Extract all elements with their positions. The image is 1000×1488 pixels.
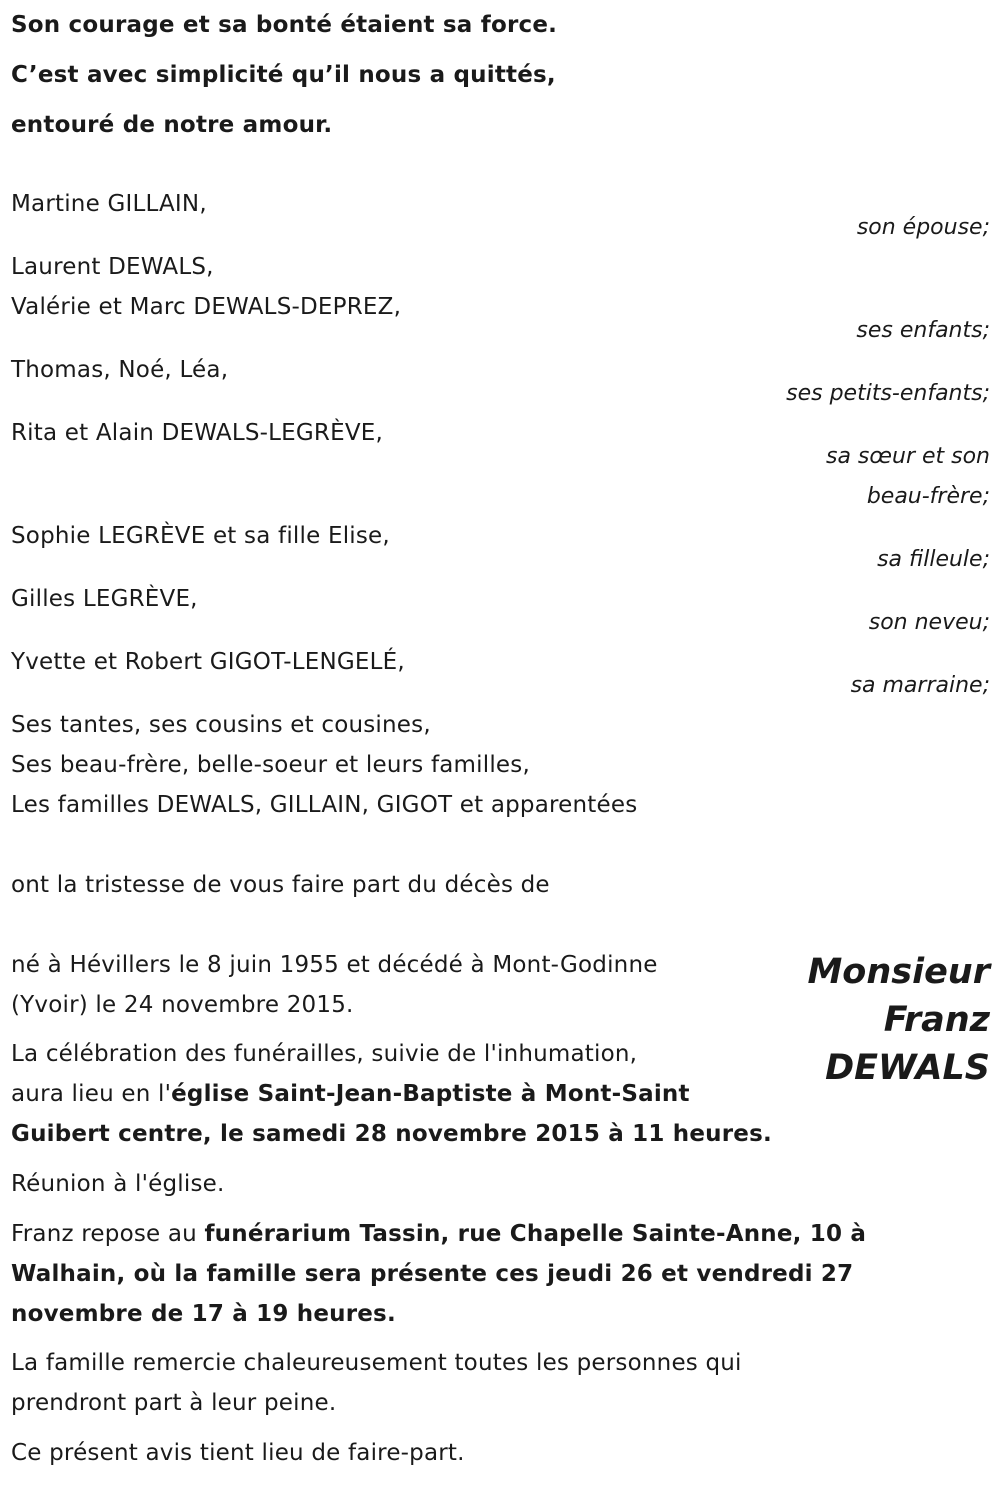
extended-family-line-3: Les familles DEWALS, GILLAIN, GIGOT et apparentées xyxy=(11,792,638,818)
family-role-grandchildren: ses petits-enfants; xyxy=(786,381,990,406)
announcement: ont la tristesse de vous faire part du décès de xyxy=(11,872,550,898)
deceased-first-name: Franz xyxy=(883,1000,990,1040)
family-name-grandchildren: Thomas, Noé, Léa, xyxy=(11,357,229,383)
deceased-title: Monsieur xyxy=(807,952,990,992)
funeral-line-2-prefix: aura lieu en l' xyxy=(11,1081,172,1107)
family-name-sophie: Sophie LEGRÈVE et sa fille Elise, xyxy=(11,523,390,549)
funerarium-line-1 xyxy=(11,1219,866,1249)
funerarium-line-2: Walhain, où la famille sera présente ces jeudi 26 et vendredi 27 xyxy=(11,1261,854,1287)
epitaph-line-3: entouré de notre amour. xyxy=(11,112,333,138)
family-name-rita-alain: Rita et Alain DEWALS-LEGRÈVE, xyxy=(11,420,384,446)
family-name-laurent: Laurent DEWALS, xyxy=(11,254,214,280)
epitaph-line-1: Son courage et sa bonté étaient sa force. xyxy=(11,12,558,38)
epitaph-line-2: C’est avec simplicité qu’il nous a quittés, xyxy=(11,62,556,88)
funeral-line-2 xyxy=(11,1079,690,1109)
funeral-church: église Saint-Jean-Baptiste à Mont-Saint xyxy=(171,1081,690,1107)
family-role-godmother: sa marraine; xyxy=(850,673,990,698)
funeral-line-3: Guibert centre, le samedi 28 novembre 2015 à 11 heures. xyxy=(11,1121,772,1147)
birth-death-line-1: né à Hévillers le 8 juin 1955 et décédé à Mont-Godinne xyxy=(11,952,658,978)
family-role-children: ses enfants; xyxy=(856,318,990,343)
funerarium-address: funérarium Tassin, rue Chapelle Sainte-Anne, 10 à xyxy=(204,1221,867,1247)
family-role-nephew: son neveu; xyxy=(868,610,990,635)
birth-death-line-2: (Yvoir) le 24 novembre 2015. xyxy=(11,992,354,1018)
family-role-sister-line-2: beau-frère; xyxy=(866,484,990,509)
family-role-goddaughter: sa filleule; xyxy=(877,547,990,572)
deceased-last-name: DEWALS xyxy=(825,1048,990,1088)
thanks-line-2: prendront part à leur peine. xyxy=(11,1390,337,1416)
family-name-martine: Martine GILLAIN, xyxy=(11,191,207,217)
thanks-line-1: La famille remercie chaleureusement toutes les personnes qui xyxy=(11,1350,742,1376)
family-name-gilles: Gilles LEGRÈVE, xyxy=(11,586,198,612)
family-role-spouse: son épouse; xyxy=(856,215,990,240)
notice-line: Ce présent avis tient lieu de faire-part. xyxy=(11,1440,465,1466)
extended-family-line-2: Ses beau-frère, belle-soeur et leurs familles, xyxy=(11,752,530,778)
family-role-sister-line-1: sa sœur et son xyxy=(825,444,990,469)
family-name-yvette-robert: Yvette et Robert GIGOT-LENGELÉ, xyxy=(11,649,405,675)
funerarium-line-1-prefix: Franz repose au xyxy=(11,1221,205,1247)
extended-family-line-1: Ses tantes, ses cousins et cousines, xyxy=(11,712,431,738)
family-name-valerie-marc: Valérie et Marc DEWALS-DEPREZ, xyxy=(11,294,402,320)
funerarium-line-3: novembre de 17 à 19 heures. xyxy=(11,1301,396,1327)
meeting-note: Réunion à l'église. xyxy=(11,1171,225,1197)
deceased-name xyxy=(807,948,990,1092)
funeral-line-1: La célébration des funérailles, suivie de l'inhumation, xyxy=(11,1041,638,1067)
